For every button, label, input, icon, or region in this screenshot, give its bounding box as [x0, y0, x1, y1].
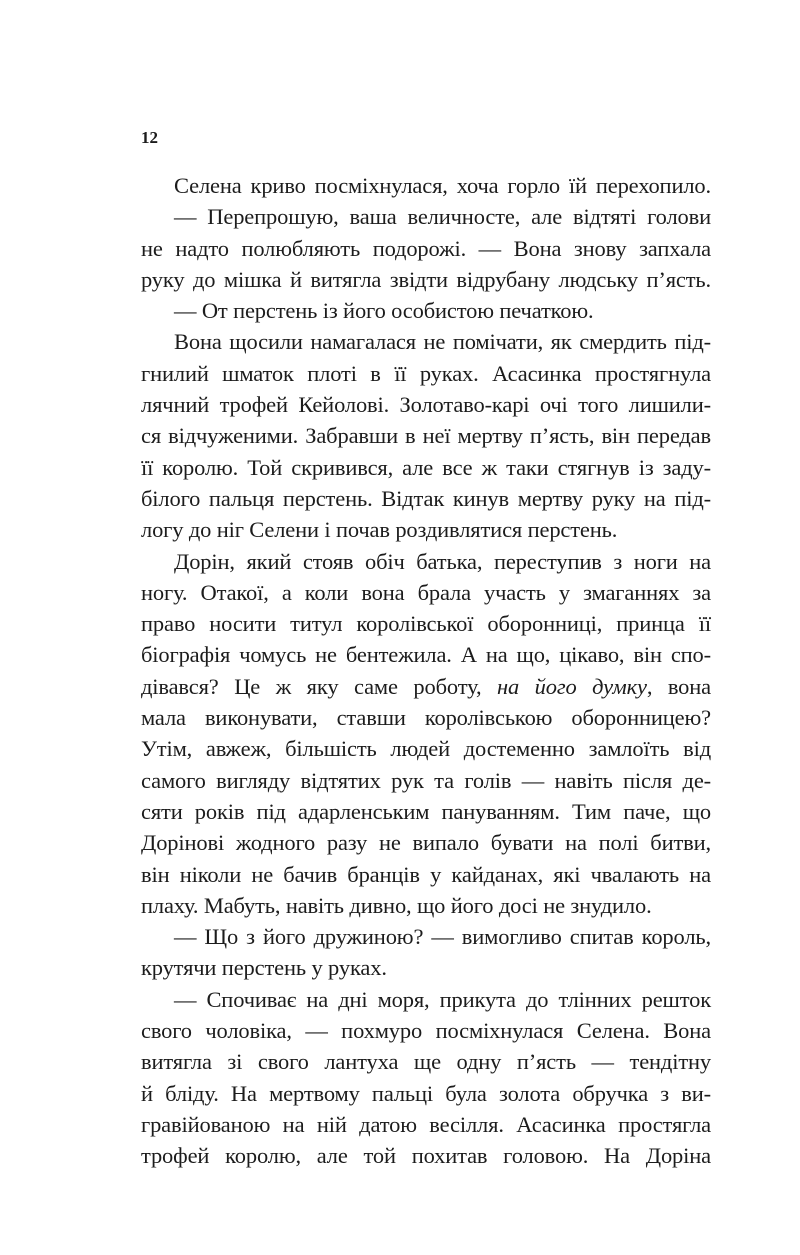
text-line: не надто полюбляють подорожі. — Вона знову запхала: [141, 235, 711, 261]
text-line: — Що з його дружиною? — вимогливо спитав король,: [174, 924, 711, 950]
text-line: мала виконувати, ставши королівською оборонницею?: [141, 705, 711, 731]
text-line: гравійованою на ній датою весілля. Асасинка простягла: [141, 1111, 711, 1137]
page-number: 12: [141, 128, 158, 147]
text-line: лячний трофей Кейоловi. Золотаво-карі очі того лишили-: [141, 392, 711, 418]
text-line: сяти років під адарленським пануванням. Тим паче, що: [141, 798, 711, 824]
text-line: витягла зі свого лантуха ще одну п’ясть — тендітну: [141, 1049, 711, 1075]
text-line: гнилий шматок плоті в її руках. Асасинка простягнула: [141, 360, 711, 386]
text-line: Дорін, який стояв обіч батька, переступив з ноги на: [174, 548, 711, 574]
text-line: ся відчуженими. Забравши в неї мертву п’ясть, він передав: [141, 423, 711, 449]
text-line: Дорінові жодного разу не випало бувати на полі битви,: [141, 830, 711, 856]
text-line: плаху. Мабуть, навіть дивно, що його досі не знудило.: [141, 892, 652, 918]
text-line: її королю. Той скривився, але все ж таки стягнув із заду-: [141, 454, 711, 480]
text-line: — От перстень із його особистою печаткою.: [174, 298, 594, 324]
text-line: — Перепрошую, ваша величносте, але відтяті голови: [174, 204, 711, 230]
body-text: [141, 170, 711, 1172]
text-line: біографія чомусь не бентежила. А на що, цікаво, він спо-: [141, 642, 711, 668]
text-line: право носити титул королівської оборонниці, принца її: [141, 611, 711, 637]
text-line: ногу. Отакої, а коли вона брала участь у змаганнях за: [141, 579, 711, 605]
text-line: Вона щосили намагалася не помічати, як смердить під-: [174, 329, 711, 355]
text-line: Утім, авжеж, більшість людей достеменно замлоїть від: [141, 736, 711, 762]
text-segment: дівався? Це ж яку саме роботу,: [141, 673, 497, 699]
text-line: він ніколи не бачив бранців у кайданах, які чвалають на: [141, 861, 711, 887]
text-line: трофей королю, але той похитав головою. На Доріна: [141, 1143, 711, 1169]
text-line: самого вигляду відтятих рук та голів — навіть після де-: [141, 767, 711, 793]
text-line: логу до ніг Селени і почав роздивлятися перстень.: [141, 517, 618, 543]
text-line-mixed: [141, 671, 711, 702]
italic-phrase: на його думку: [497, 673, 647, 699]
text-line: й бліду. На мертвому пальці була золота обручка з ви-: [141, 1080, 711, 1106]
text-segment: , вона: [646, 673, 712, 699]
text-line: руку до мішка й витягла звідти відрубану людську п’ясть.: [141, 266, 711, 292]
text-line: свого чоловіка, — похмуро посміхнулася Селена. Вона: [141, 1018, 711, 1044]
text-line: — Спочиває на дні моря, прикута до тлінних решток: [174, 986, 711, 1012]
text-line: крутячи перстень у руках.: [141, 955, 387, 981]
text-line: Селена криво посміхнулася, хоча горло їй перехопило.: [174, 173, 711, 198]
text-line: білого пальця перстень. Відтак кинув мертву руку на під-: [141, 485, 711, 511]
